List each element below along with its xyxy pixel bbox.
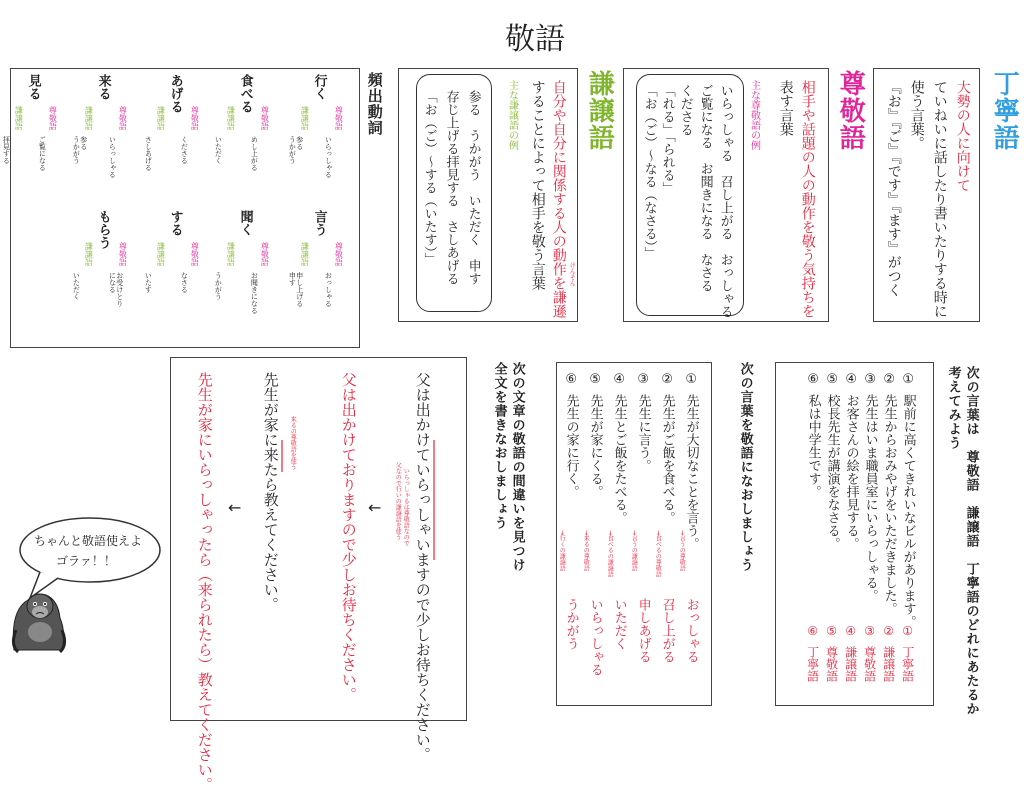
verb-5-son: なさる <box>180 272 189 293</box>
sonkeigo-desc1: 相手や話題の人の動作を敬う気持ちを <box>799 80 816 318</box>
q1-num-5: ⑥ <box>805 372 821 387</box>
q1-ans-5: 丁寧語 <box>805 646 820 682</box>
speech-line-2: ゴラァ！！ <box>56 554 116 568</box>
verb-7-ken-label: 謙譲語 <box>84 242 94 266</box>
sonkeigo-ex5: 「お（ご）～なる（なさる）」 <box>641 84 657 260</box>
q1-text-4: 校長先生が講演をなさる。 <box>824 394 840 550</box>
verb-7-ken: いただく <box>72 272 81 300</box>
q3-s1-note1: いらっしゃるは尊敬語なので <box>402 468 410 546</box>
q1-ans-num-3: ④ <box>843 624 858 638</box>
verb-2-ken-label: 謙譲語 <box>226 106 236 130</box>
verb-1: 言う <box>311 210 327 236</box>
verb-3-son-label: 尊敬語 <box>260 242 270 266</box>
q1-ans-1: 謙譲語 <box>881 646 896 682</box>
verb-7: もらう <box>95 210 111 249</box>
page-title: 敬語 <box>505 22 565 57</box>
verb-3-ken-label: 謙譲語 <box>226 242 236 266</box>
kenjougo-heading: 謙譲語 <box>584 70 615 151</box>
verb-1-ken: 申し上げる 申す <box>288 272 304 307</box>
gorilla-icon <box>0 0 1 1</box>
verb-1-son-label: 尊敬語 <box>334 242 344 266</box>
q1-ans-0: 丁寧語 <box>900 646 915 682</box>
verb-5-ken-label: 謙譲語 <box>156 242 166 266</box>
q1-num-1: ② <box>881 372 897 387</box>
q2-ans-5: うかがう <box>563 598 579 650</box>
q3-sentence-1: 父は出かけていらっしゃいますので少しお待ちください。 <box>413 372 432 762</box>
verb-2-ken: いただく <box>214 136 223 164</box>
q2-text-1: 先生がご飯を食べる。 <box>659 394 675 524</box>
q1-title2: 考えてみよう <box>945 366 961 450</box>
verb-3-son: お聞きになる <box>250 272 259 314</box>
q1-text-3: お客さんの絵を拝見する。 <box>843 394 859 550</box>
sonkeigo-desc2: 表す言葉 <box>777 80 794 136</box>
q3-s2-note1: 来るの尊敬語を使う <box>289 416 297 470</box>
q1-num-3: ④ <box>843 372 859 387</box>
q2-ans-1: 召し上がる <box>659 598 675 663</box>
teineigo-line2: 使う言葉。 <box>908 80 925 150</box>
sonkeigo-examples-label: 主な尊敬語の例 <box>748 80 760 150</box>
verb-1-ken-label: 謙譲語 <box>300 242 310 266</box>
teineigo-line3: 『お』『ご』『です』『ます』がつく <box>885 80 902 297</box>
speech-line-1: ちゃんと敬語使えよ <box>34 534 143 548</box>
verb-2-son-label: 尊敬語 <box>260 106 270 130</box>
verb-0-son: いらっしゃる <box>324 136 333 178</box>
q2-note-4: →来るの尊敬語 <box>582 530 590 572</box>
sonkeigo-ex1: いらっしゃる 召し上がる おっしゃる <box>717 84 733 318</box>
q1-ans-num-1: ② <box>881 624 896 638</box>
q2-text-5: 先生の家に行く。 <box>563 394 579 498</box>
verb-2: 食べる <box>237 74 253 113</box>
verb-8-son-label: 尊敬語 <box>48 106 58 130</box>
q1-title1: 次の言葉は 尊敬語 謙譲語 丁寧語のどれにあたるか <box>963 366 979 716</box>
verb-4-ken-label: 謙譲語 <box>156 106 166 130</box>
q2-text-0: 先生が大切なことを言う。 <box>683 394 699 550</box>
q1-ans-2: 尊敬語 <box>862 646 877 682</box>
q2-num-4: ⑤ <box>587 372 603 387</box>
q3-answer-2: 先生が家にいらっしゃったら（来られたら）教えてください。 <box>195 372 214 792</box>
q2-ans-4: いらっしゃる <box>587 598 603 676</box>
kenjougo-ruby: けんそん <box>568 262 576 286</box>
verb-4-son-label: 尊敬語 <box>190 106 200 130</box>
teineigo-target: 大勢の人に向けて <box>954 80 971 192</box>
q2-ans-3: いただく <box>611 598 627 650</box>
q1-num-4: ⑤ <box>824 372 840 387</box>
sonkeigo-heading: 尊敬語 <box>835 70 866 151</box>
verb-1-son: おっしゃる <box>324 272 333 307</box>
verb-8-ken: 拝見する <box>2 136 11 164</box>
kenjougo-ex1: 参る うかがう いただく 申す <box>465 90 481 285</box>
q2-num-2: ③ <box>635 372 651 387</box>
q2-title: 次の言葉を敬語になおしましょう <box>737 362 753 572</box>
teineigo-line1: ていねいに話したり書いたりする時に <box>931 80 948 318</box>
q2-num-0: ① <box>683 372 699 387</box>
teineigo-heading: 丁寧語 <box>989 70 1020 151</box>
verb-0-ken-label: 謙譲語 <box>300 106 310 130</box>
q3-title2: 全文を書きなおしましょう <box>491 362 507 530</box>
verb-4: あげる <box>167 74 183 113</box>
q1-ans-3: 謙譲語 <box>843 646 858 682</box>
kenjougo-examples-label: 主な謙譲語の例 <box>506 80 518 150</box>
q2-num-1: ② <box>659 372 675 387</box>
q2-note-3: →食べるの謙譲語 <box>606 530 614 578</box>
q3-arrow-1: ← <box>368 498 382 517</box>
q3-answer-1: 父は出かけておりますので少しお待ちください。 <box>339 372 358 702</box>
sonkeigo-ex4: 「れる」「られる」 <box>659 84 675 195</box>
kenjougo-desc1: 自分や自分に関係する人の動作を謙遜 <box>550 80 567 318</box>
kenjougo-desc2: することによって相手を敬う言葉 <box>529 80 546 290</box>
q1-ans-num-2: ③ <box>862 624 877 638</box>
verb-8-ken-label: 謙譲語 <box>14 106 24 130</box>
verb-5: する <box>167 210 183 236</box>
verb-5-ken: いたす <box>144 272 153 293</box>
q2-text-4: 先生が家にくる。 <box>587 394 603 498</box>
q2-ans-0: おっしゃる <box>683 598 699 663</box>
q1-text-5: 私は中学生です。 <box>805 394 821 498</box>
q2-num-5: ⑥ <box>563 372 579 387</box>
q3-s1-note2: 父なので行いの謙譲語を使う <box>394 462 402 540</box>
q1-num-2: ③ <box>862 372 878 387</box>
verb-8-son: ご覧になる <box>38 136 47 171</box>
verb-5-son-label: 尊敬語 <box>190 242 200 266</box>
q1-ans-num-4: ⑤ <box>824 624 839 638</box>
q2-ans-2: 申しあげる <box>635 598 651 663</box>
verb-2-son: めし上がる <box>250 136 259 171</box>
verb-8: 見る <box>25 74 41 100</box>
verb-4-ken: さしあげる <box>144 136 153 171</box>
q2-num-3: ④ <box>611 372 627 387</box>
verb-0: 行く <box>311 74 327 100</box>
verb-0-son-label: 尊敬語 <box>334 106 344 130</box>
q3-sentence-2: 先生が家に来たら教えてください。 <box>261 372 280 612</box>
q2-note-0: →言うの尊敬語 <box>678 530 686 572</box>
q1-ans-num-0: ① <box>900 624 915 638</box>
verb-4-son: くださる <box>180 136 189 164</box>
q2-text-2: 先生に言う。 <box>635 394 651 472</box>
q2-text-3: 先生とご飯をたべる。 <box>611 394 627 524</box>
verb-3: 聞く <box>237 210 253 236</box>
hinshutsu-title: 頻出動詞 <box>365 72 384 136</box>
q2-note-1: →食べるの尊敬語 <box>654 530 662 578</box>
q2-note-2: →言うの謙譲語 <box>630 530 638 572</box>
sonkeigo-ex3: くださる <box>677 84 693 136</box>
sonkeigo-ex2: ご覧になる お聞きになる なさる <box>697 84 713 292</box>
q1-num-0: ① <box>900 372 916 387</box>
verb-6: 来る <box>95 74 111 100</box>
verb-7-son-label: 尊敬語 <box>118 242 128 266</box>
verb-6-son: いらっしゃる <box>108 136 117 178</box>
verb-0-ken: 参る うかがう <box>288 136 304 164</box>
verb-6-son-label: 尊敬語 <box>118 106 128 130</box>
q3-title1: 次の文章の敬語の間違いを見つけ <box>509 362 525 572</box>
verb-3-ken: うかがう <box>214 272 223 300</box>
kenjougo-ex2: 存じ上げる拝見する さしあげる <box>443 90 459 285</box>
verb-6-ken: 参る うかがう <box>72 136 88 164</box>
q2-note-5: →行くの謙譲語 <box>558 530 566 572</box>
kenjougo-ex3: 「お（ご）～する（いたす）」 <box>421 90 437 266</box>
q1-ans-num-5: ⑥ <box>805 624 820 638</box>
verb-7-son: お受けとり になる <box>108 272 124 307</box>
q1-text-1: 先生からおみやげをいただきました。 <box>881 394 897 615</box>
q1-ans-4: 尊敬語 <box>824 646 839 682</box>
q3-arrow-2: ← <box>228 498 242 517</box>
q1-text-0: 駅前に高くてきれいなビルがあります。 <box>900 394 916 628</box>
verb-6-ken-label: 謙譲語 <box>84 106 94 130</box>
q1-text-2: 先生はいま職員室にいらっしゃる。 <box>862 394 878 602</box>
